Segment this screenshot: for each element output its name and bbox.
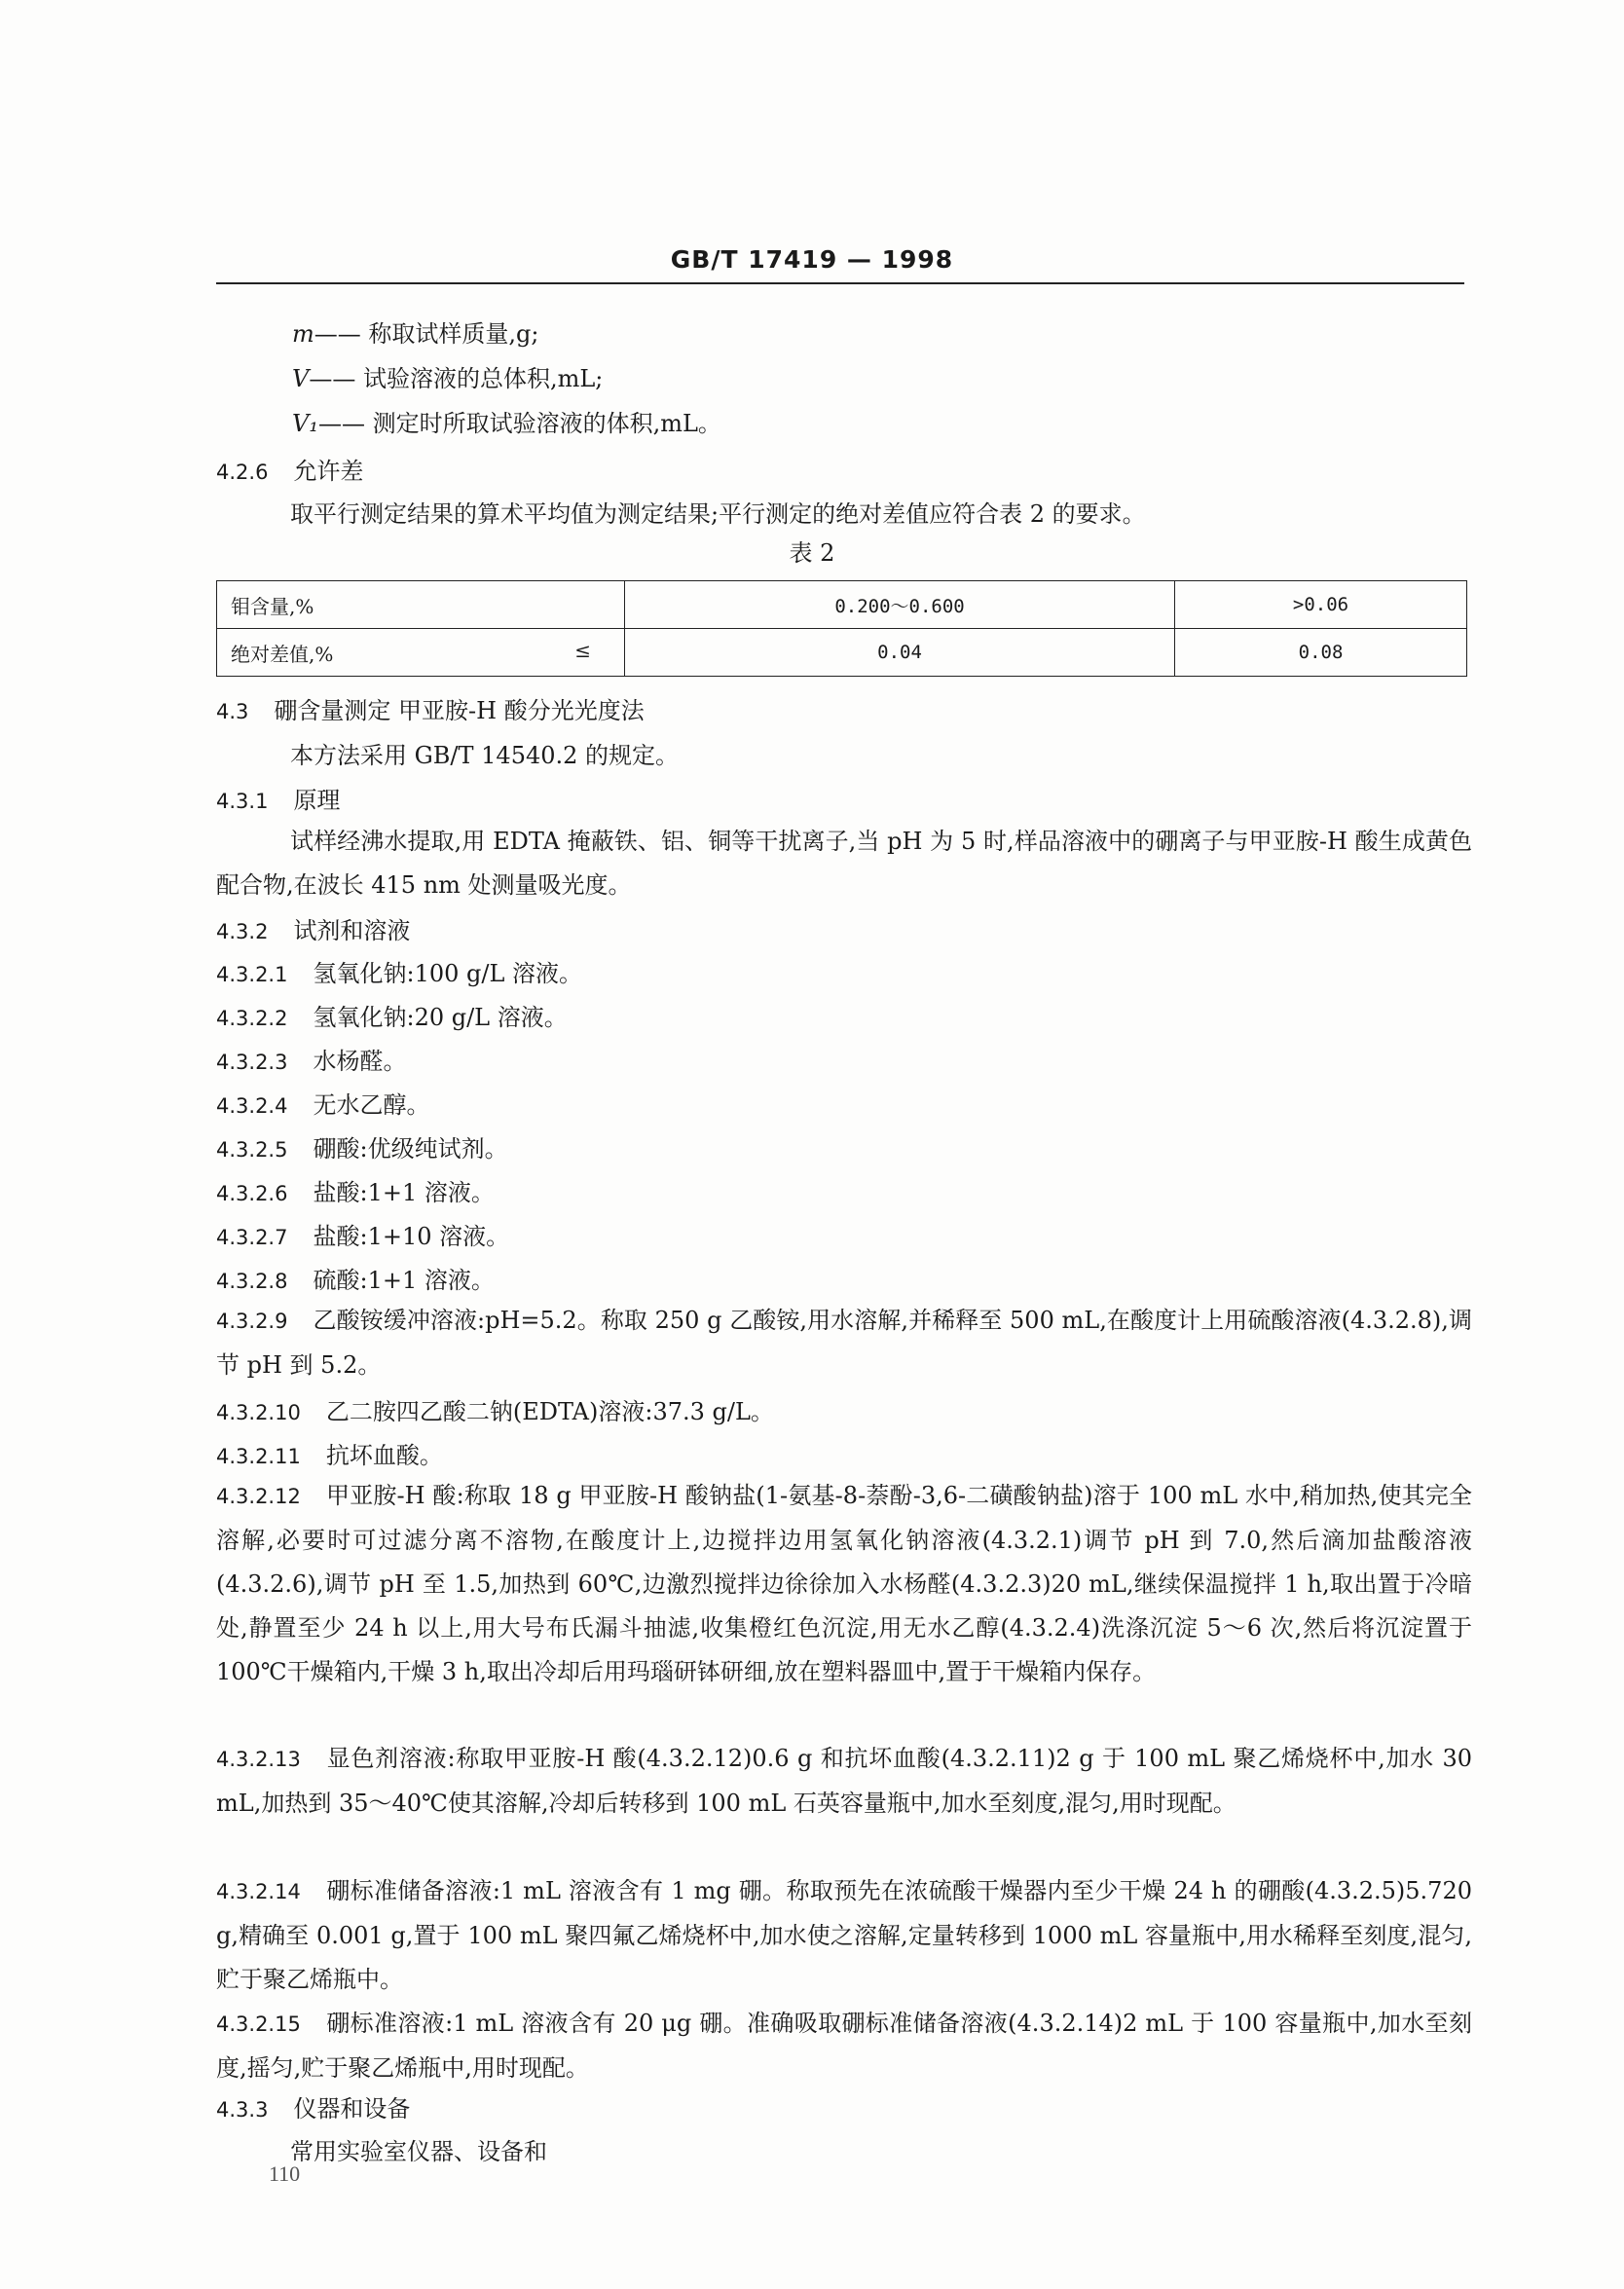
list-item bbox=[216, 1131, 1472, 1167]
tolerance-table bbox=[216, 580, 1467, 677]
list-item bbox=[216, 1737, 1472, 1826]
table-row bbox=[217, 581, 1467, 629]
variable-description: —— 试验溶液的总体积,mL; bbox=[309, 365, 604, 392]
item-number: 4.3.2.11 bbox=[216, 1445, 301, 1468]
item-number: 4.3.2.1 bbox=[216, 963, 288, 986]
less-equal-symbol: ≤ bbox=[574, 638, 591, 662]
section-number: 4.3 bbox=[216, 700, 249, 723]
list-item bbox=[216, 1000, 1472, 1036]
item-number: 4.3.2.10 bbox=[216, 1401, 301, 1424]
list-item bbox=[216, 1263, 1472, 1299]
list-item bbox=[216, 1438, 1472, 1474]
list-item bbox=[216, 1044, 1472, 1080]
item-text: 乙二胺四乙酸二钠(EDTA)溶液:37.3 g/L。 bbox=[325, 1398, 774, 1425]
section-title: 允许差 bbox=[293, 458, 364, 485]
section-4-3-1-heading bbox=[216, 783, 1472, 819]
table-caption: 表 2 bbox=[789, 539, 835, 567]
section-number: 4.3.3 bbox=[216, 2098, 269, 2122]
section-title: 仪器和设备 bbox=[293, 2095, 411, 2123]
list-item bbox=[216, 2002, 1472, 2090]
table-cell: >0.06 bbox=[1175, 581, 1467, 629]
item-number: 4.3.2.14 bbox=[216, 1880, 301, 1903]
section-title: 试剂和溶液 bbox=[293, 917, 411, 944]
item-text: 盐酸:1+1 溶液。 bbox=[313, 1179, 495, 1206]
row-label: 钼含量,% bbox=[217, 581, 625, 629]
table-cell: 0.04 bbox=[625, 629, 1175, 677]
item-number: 4.3.2.9 bbox=[216, 1310, 288, 1333]
list-item bbox=[216, 1394, 1472, 1430]
row-label-cell bbox=[217, 629, 625, 677]
section-4-3-heading bbox=[216, 693, 1472, 729]
table-cell: 0.08 bbox=[1175, 629, 1467, 677]
section-4-3-3-text: 常用实验室仪器、设备和 bbox=[290, 2138, 547, 2165]
item-text: 乙酸铵缓冲溶液:pH=5.2。称取 250 g 乙酸铵,用水溶解,并稀释至 500 mL,在酸度计上用硫酸溶液(4.3.2.8),调节 pH 到 5.2。 bbox=[216, 1307, 1472, 1379]
variable-v bbox=[292, 362, 603, 395]
item-text: 硼标准溶液:1 mL 溶液含有 20 μg 硼。准确吸取硼标准储备溶液(4.3.2.14)2 mL 于 100 容量瓶中,加水至刻度,摇匀,贮于聚乙烯瓶中,用时现配。 bbox=[216, 2010, 1472, 2082]
item-text: 硫酸:1+1 溶液。 bbox=[313, 1267, 495, 1294]
variable-m bbox=[292, 317, 538, 351]
item-number: 4.3.2.6 bbox=[216, 1182, 288, 1205]
list-item bbox=[216, 1869, 1472, 2002]
list-item bbox=[216, 1088, 1472, 1124]
item-text: 显色剂溶液:称取甲亚胺-H 酸(4.3.2.12)0.6 g 和抗坏血酸(4.3.2.11)2 g 于 100 mL 聚乙烯烧杯中,加水 30 mL,加热到 35～40℃使其溶解,冷却后转移到 100 mL 石英容量瓶中,加水至刻度,混匀,用时现配。 bbox=[216, 1745, 1472, 1817]
list-item bbox=[216, 1219, 1472, 1255]
section-number: 4.3.2 bbox=[216, 920, 269, 943]
table-cell: 0.200～0.600 bbox=[625, 581, 1175, 629]
variable-description: —— 称取试样质量,g; bbox=[314, 320, 539, 348]
header-rule bbox=[216, 282, 1464, 284]
section-4-3-text: 本方法采用 GB/T 14540.2 的规定。 bbox=[290, 742, 680, 769]
item-number: 4.3.2.12 bbox=[216, 1485, 301, 1508]
table-row bbox=[217, 629, 1467, 677]
list-item bbox=[216, 1474, 1472, 1694]
section-4-3-2-heading bbox=[216, 913, 1472, 949]
document-header: GB/T 17419 — 1998 bbox=[670, 245, 954, 274]
item-number: 4.3.2.2 bbox=[216, 1007, 288, 1030]
variable-v1 bbox=[292, 407, 721, 440]
item-text: 水杨醛。 bbox=[313, 1048, 407, 1075]
item-number: 4.3.2.4 bbox=[216, 1094, 288, 1118]
item-number: 4.3.2.8 bbox=[216, 1270, 288, 1293]
section-title: 硼含量测定 甲亚胺-H 酸分光光度法 bbox=[274, 697, 645, 724]
variable-symbol: m bbox=[292, 320, 314, 348]
section-4-2-6-heading bbox=[216, 454, 1472, 490]
list-item bbox=[216, 1175, 1472, 1211]
item-text: 氢氧化钠:20 g/L 溶液。 bbox=[313, 1004, 568, 1031]
section-number: 4.2.6 bbox=[216, 461, 269, 484]
section-4-2-6-text: 取平行测定结果的算术平均值为测定结果;平行测定的绝对差值应符合表 2 的要求。 bbox=[290, 500, 1146, 528]
variable-description: —— 测定时所取试验溶液的体积,mL。 bbox=[317, 410, 721, 437]
section-4-3-3-heading bbox=[216, 2091, 1472, 2127]
item-text: 甲亚胺-H 酸:称取 18 g 甲亚胺-H 酸钠盐(1-氨基-8-萘酚-3,6-二磺酸钠盐)溶于 100 mL 水中,稍加热,使其完全溶解,必要时可过滤分离不溶物,在酸度计上,边搅拌边用氢氧化钠溶液(4.3.2.1)调节 pH 到 7.0,然后滴加盐酸溶液(4.3.2.6),调节 pH 至 1.5,加热到 60℃,边激烈搅拌边徐徐加入水杨醛(4.3.2.3)20 mL,继续保温搅拌 1 h,取出置于冷暗处,静置至少 24 h 以上,用大号布氏漏斗抽滤,收集橙红色沉淀,用无水乙醇(4.3.2.4)洗涤沉淀 5～6 次,然后将沉淀置于 100℃干燥箱内,干燥 3 h,取出冷却后用玛瑙研钵研细,放在塑料器皿中,置于干燥箱内保存。 bbox=[216, 1482, 1472, 1685]
variable-symbol: V₁ bbox=[292, 410, 318, 437]
item-text: 盐酸:1+10 溶液。 bbox=[313, 1223, 510, 1250]
item-number: 4.3.2.5 bbox=[216, 1138, 288, 1162]
variable-symbol: V bbox=[292, 365, 310, 392]
row-label: 绝对差值,% bbox=[231, 642, 334, 666]
section-4-3-1-text: 试样经沸水提取,用 EDTA 掩蔽铁、铝、铜等干扰离子,当 pH 为 5 时,样品溶液中的硼离子与甲亚胺-H 酸生成黄色配合物,在波长 415 nm 处测量吸光度。 bbox=[216, 828, 1472, 899]
item-text: 氢氧化钠:100 g/L 溶液。 bbox=[313, 960, 583, 987]
item-text: 无水乙醇。 bbox=[313, 1091, 430, 1119]
list-item bbox=[216, 956, 1472, 992]
item-text: 硼酸:优级纯试剂。 bbox=[313, 1135, 508, 1163]
list-item bbox=[216, 1299, 1472, 1387]
item-text: 硼标准储备溶液:1 mL 溶液含有 1 mg 硼。称取预先在浓硫酸干燥器内至少干燥 24 h 的硼酸(4.3.2.5)5.720 g,精确至 0.001 g,置于 100 mL 聚四氟乙烯烧杯中,加水使之溶解,定量转移到 1000 mL 容量瓶中,用水稀释至刻度,混匀,贮于聚乙烯瓶中。 bbox=[216, 1877, 1472, 1993]
section-title: 原理 bbox=[293, 787, 341, 814]
item-number: 4.3.2.3 bbox=[216, 1051, 288, 1074]
item-text: 抗坏血酸。 bbox=[325, 1442, 443, 1469]
page-number: 110 bbox=[269, 2161, 301, 2186]
item-number: 4.3.2.7 bbox=[216, 1226, 288, 1249]
item-number: 4.3.2.13 bbox=[216, 1748, 301, 1771]
section-number: 4.3.1 bbox=[216, 790, 269, 813]
item-number: 4.3.2.15 bbox=[216, 2012, 301, 2036]
